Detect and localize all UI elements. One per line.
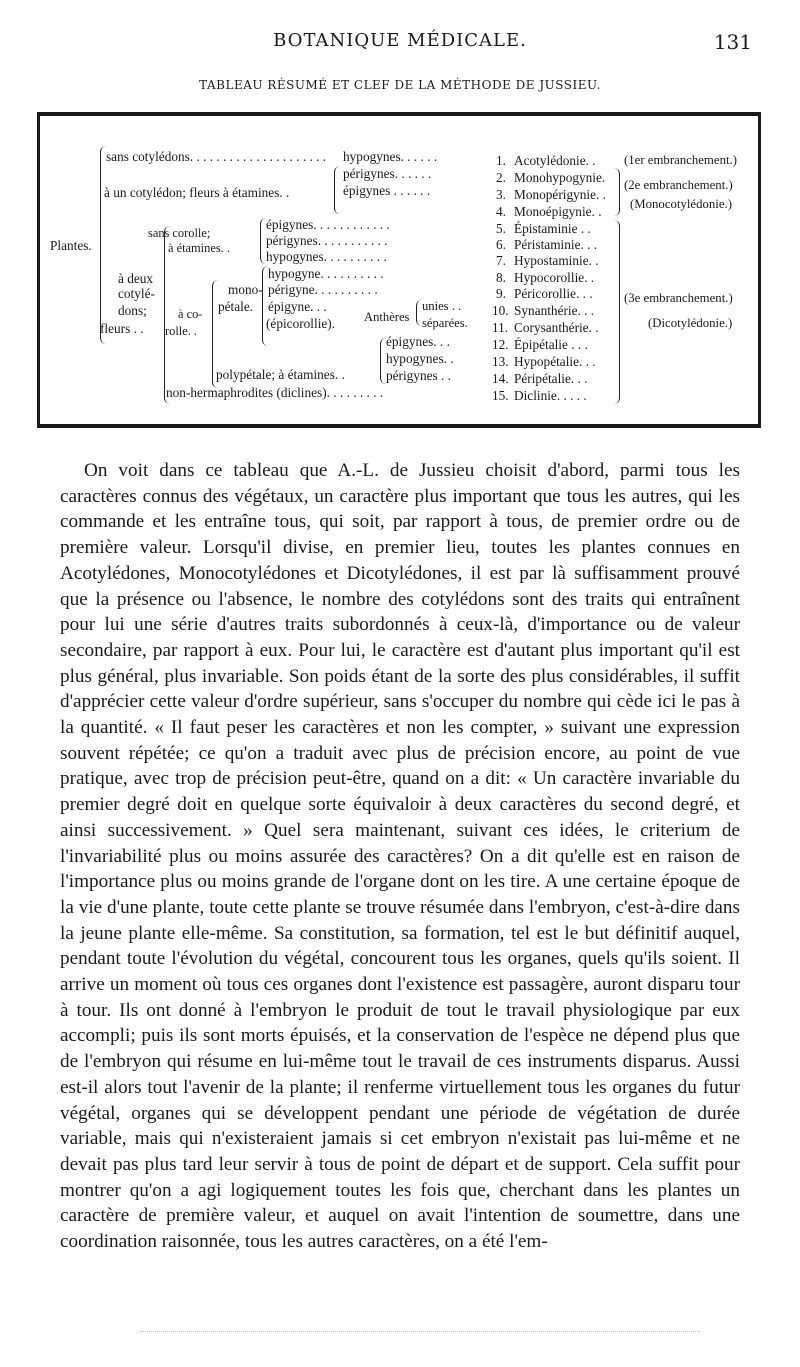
row-label-8: hypogyne. . . . . . . . . . [268, 266, 384, 281]
page-number: 131 [713, 30, 752, 54]
row-name-5: Épistaminie . . [514, 221, 591, 236]
epicorollie: (épicorollie). [266, 316, 336, 331]
row-num-4: 4. [496, 204, 506, 219]
antheres: Anthères [364, 310, 410, 324]
deux-line-3: dons; [118, 303, 147, 318]
embranchement-1: (1er embranchement.) [624, 153, 737, 167]
row-label-6: périgynes. . . . . . . . . . . [266, 233, 388, 248]
monopetale-1: mono- [228, 282, 263, 297]
row-label-12: épigynes. . . [386, 334, 450, 349]
antheres-unies: unies . . [422, 299, 462, 313]
row-num-3: 3. [496, 187, 506, 202]
row-name-6: Péristaminie. . . [514, 237, 598, 252]
row-num-9: 9. [496, 286, 506, 301]
a-corolle-2: rolle. . [165, 324, 197, 338]
row-num-6: 6. [496, 237, 506, 252]
e3-brace [614, 220, 620, 404]
sans-corolle-etamines: à étamines. . [168, 241, 230, 255]
running-header-title: BOTANIQUE MÉDICALE. [273, 30, 527, 51]
row-label-9: périgyne. . . . . . . . . . [268, 282, 378, 297]
root-label: Plantes. [50, 238, 92, 253]
row-num-12: 12. [492, 337, 509, 352]
body-text [60, 458, 740, 1255]
polypetale: polypétale; à étamines. . [216, 367, 345, 382]
embranchement-2: (2e embranchement.) [624, 178, 733, 192]
embranchement-2-sub: (Monocotylédonie.) [630, 197, 732, 211]
monocot-brace [334, 166, 340, 214]
row-label-4: épigynes . . . . . . [343, 183, 431, 198]
row-name-11: Corysanthérie. . [514, 320, 599, 335]
deux-line-4: fleurs . . [100, 321, 144, 336]
non-hermaphrodites: non-hermaphrodites (diclines). . . . . . . . . [166, 385, 384, 400]
row-name-4: Monoépigynie. . [514, 204, 602, 219]
row-name-8: Hypocorollie. . [514, 270, 595, 285]
row-num-5: 5. [496, 221, 506, 236]
row-name-3: Monopérigynie. . [514, 187, 606, 202]
deux-line-1: à deux [118, 271, 154, 286]
row-name-12: Épipétalie . . . [514, 337, 588, 352]
row-num-11: 11. [492, 320, 509, 335]
faint-footer-line [140, 1331, 700, 1335]
row-label-2: hypogynes. . . . . . [343, 149, 438, 164]
sans-corolle: sans corolle; [148, 226, 211, 240]
epigyne: épigyne. . . [268, 299, 327, 314]
deux-line-2: cotylé- [118, 286, 155, 301]
row-num-13: 13. [492, 354, 509, 369]
row-num-15: 15. [492, 388, 509, 403]
sans-cotyledons: sans cotylédons. . . . . . . . . . . . . . . . . . . . . [106, 149, 327, 164]
row-num-1: 1. [496, 153, 506, 168]
root-brace [100, 146, 107, 344]
row-label-3: périgynes. . . . . . [343, 166, 432, 181]
row-name-15: Diclinie. . . . . [514, 388, 587, 403]
row-name-9: Péricorollie. . . [514, 286, 593, 301]
row-num-14: 14. [492, 371, 509, 386]
row-name-10: Synanthérie. . . [514, 303, 595, 318]
embranchement-3: (3e embranchement.) [624, 291, 733, 305]
row-name-14: Péripétalie. . . [514, 371, 588, 386]
a-corolle-1: à co- [178, 307, 203, 321]
row-label-7: hypogynes. . . . . . . . . . [266, 249, 387, 264]
row-name-2: Monohypogynie. [514, 170, 606, 185]
e2-brace [614, 168, 620, 216]
monopetale-2: pétale. [218, 299, 254, 314]
row-label-14: périgynes . . [386, 368, 451, 383]
row-label-5: épigynes. . . . . . . . . . . . [266, 217, 390, 232]
table-title: TABLEAU RÉSUMÉ ET CLEF DE LA MÉTHODE DE JUSSIEU. [199, 78, 601, 92]
classification-table [37, 112, 761, 428]
row-num-7: 7. [496, 253, 506, 268]
row-name-1: Acotylédonie. . [514, 153, 596, 168]
antheres-separees: séparées. [422, 316, 468, 330]
row-num-10: 10. [492, 303, 509, 318]
body-paragraph: On voit dans ce tableau que A.-L. de Jussieu choisit d'abord, parmi tous les caractères connus des végétaux, un caractère plus important que tous les autres, qui les commande et les entraîne tous, qui soit, par rapport à tous, de premier ordre ou de première valeur. Lorsqu'il divise, en premier lieu, toutes les plantes connues en Acotylédones, Monocotylédones et Dicotylédones, il est par là suffisamment prouvé que la présence ou l'absence, le nombre des cotylédons sont des traits qui entraînent pour lui une série d'autres traits subordonnés à ceux-là, d'importance ou de valeur secondaire, par rapport à eux. Pour lui, le caractère est d'autant plus important qu'il est plus général, plus invariable. Son poids étant de la sorte des plus considérables, il suffit d'apprécier cette valeur d'ordre supérieur, sans s'occuper du nombre qui cède ici le pas à la quantité. « Il faut peser les caractères et non les compter, » suivant une expression souvent répétée; ce qu'on a traduit avec plus de précision encore, au point de vue pratique, avec trop de précision peut-être, quand on a dit: « Un caractère invariable du premier degré doit en quelque sorte équivaloir à deux caractères du second degré, et ainsi successivement. » Quel sera maintenant, suivant ces idées, le criterium de l'invariabilité plus ou moins assurée des caractères? On a dit qu'elle est en raison de l'importance plus ou moins grande de l'organe dont on les tire. A une certaine époque de la vie d'une plante, toute cette plante se trouve résumée dans l'embryon, c'est-à-dire dans la jeune plante elle-même. Sa constitution, sa formation, tel est le but définitif auquel, pendant toute l'évolution du végétal, concourent tous les organes, quels qu'ils soient. Il arrive un moment où tous ces organes dont l'existence est passagère, auront disparu tour à tour. Ils ont donné à l'embryon le produit de tout le travail physiologique par eux accompli; puis ils sont morts épuisés, et la conservation de l'espèce ne dépend plus que de l'embryon qui résume en lui-même tout le travail de ces instruments disparus. Aussi est-il alors tout l'avenir de la plante; il renferme virtuellement tous les organes du futur végétal, organes qui se développent pendant une période de végétation de durée variable, mais qui n'existeraient jamais si cet embryon n'existait pas lui-même et ne devait pas plus tard leur servir à tous de point de départ et de support. Cela suffit pour montrer qu'on a agi logiquement toutes les fois que, cherchant dans les plantes un caractère de première valeur, et auquel on avait l'intention de soumettre, dans une coordination raisonnée, tous les autres caractères, on a été l'em- [60, 460, 740, 1253]
row-num-2: 2. [496, 170, 506, 185]
row-name-7: Hypostaminie. . [514, 253, 599, 268]
row-name-13: Hypopétalie. . . [514, 354, 596, 369]
row-num-8: 8. [496, 270, 506, 285]
embranchement-3-sub: (Dicotylédonie.) [648, 316, 733, 330]
row-label-13: hypogynes. . [386, 351, 454, 366]
un-cotyledon: à un cotylédon; fleurs à étamines. . [104, 185, 290, 200]
